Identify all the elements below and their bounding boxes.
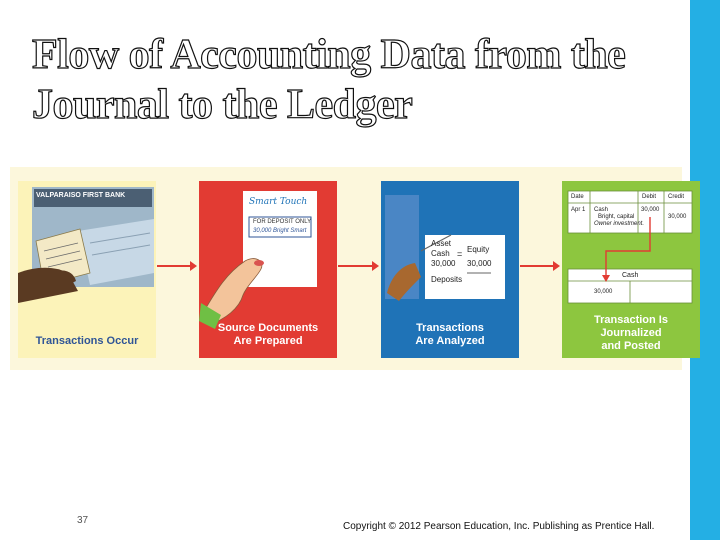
slide-title: Flow of Accounting Data from the Journal to the Ledger (32, 32, 626, 128)
journal-entry-note: Owner investment. (594, 221, 645, 227)
journal-entry-capital: Bright, capital (598, 214, 635, 220)
document-line-1: FOR DEPOSIT ONLY (253, 219, 312, 225)
analysis-equals: = (457, 249, 463, 259)
flow-arrow-2 (338, 265, 377, 267)
journal-debit-amount: 30,000 (641, 207, 660, 213)
panel-label-transactions-analyzed: Transactions Are Analyzed (415, 322, 485, 347)
panel-label-journalized-posted: Transaction Is Journalized and Posted (594, 314, 668, 352)
panel-label-source-documents: Source Documents Are Prepared (217, 322, 319, 347)
panel-transactions-occur (18, 181, 156, 358)
ledger-amount: 30,000 (594, 289, 613, 295)
panel-transactions-analyzed (381, 181, 519, 358)
journal-entry-cash: Cash (594, 207, 609, 213)
analysis-asset: Asset (431, 239, 452, 248)
journal-date: Apr 1 (571, 207, 586, 213)
copyright-notice: Copyright © 2012 Pearson Education, Inc. Publishing as Prentice Hall. (343, 521, 655, 532)
analysis-asset-amount: 30,000 (431, 259, 456, 268)
document-line-2: 30,000 Bright Smart (253, 228, 307, 234)
analysis-equity: Equity (467, 245, 490, 254)
journal-debit-header: Debit (642, 194, 657, 200)
panel-label-transactions-occur: Transactions Occur (35, 335, 139, 347)
ledger-account: Cash (622, 272, 639, 279)
bank-scene-illustration (18, 181, 156, 358)
flow-arrow-3 (520, 265, 558, 267)
journal-credit-header: Credit (668, 194, 685, 200)
analysis-deposits: Deposits (431, 275, 463, 284)
page-number: 37 (77, 515, 89, 526)
bank-name: VALPARAISO FIRST BANK (36, 192, 126, 199)
journal-credit-amount: 30,000 (668, 214, 687, 220)
analysis-cash: Cash (431, 249, 450, 258)
analysis-equity-amount: 30,000 (467, 259, 492, 268)
document-header: Smart Touch (249, 197, 308, 207)
panel-source-documents (199, 181, 337, 358)
journal-date-header: Date (571, 194, 584, 200)
flow-arrow-1 (157, 265, 195, 267)
panel-journalized-posted (562, 181, 700, 358)
flow-diagram (10, 167, 687, 370)
